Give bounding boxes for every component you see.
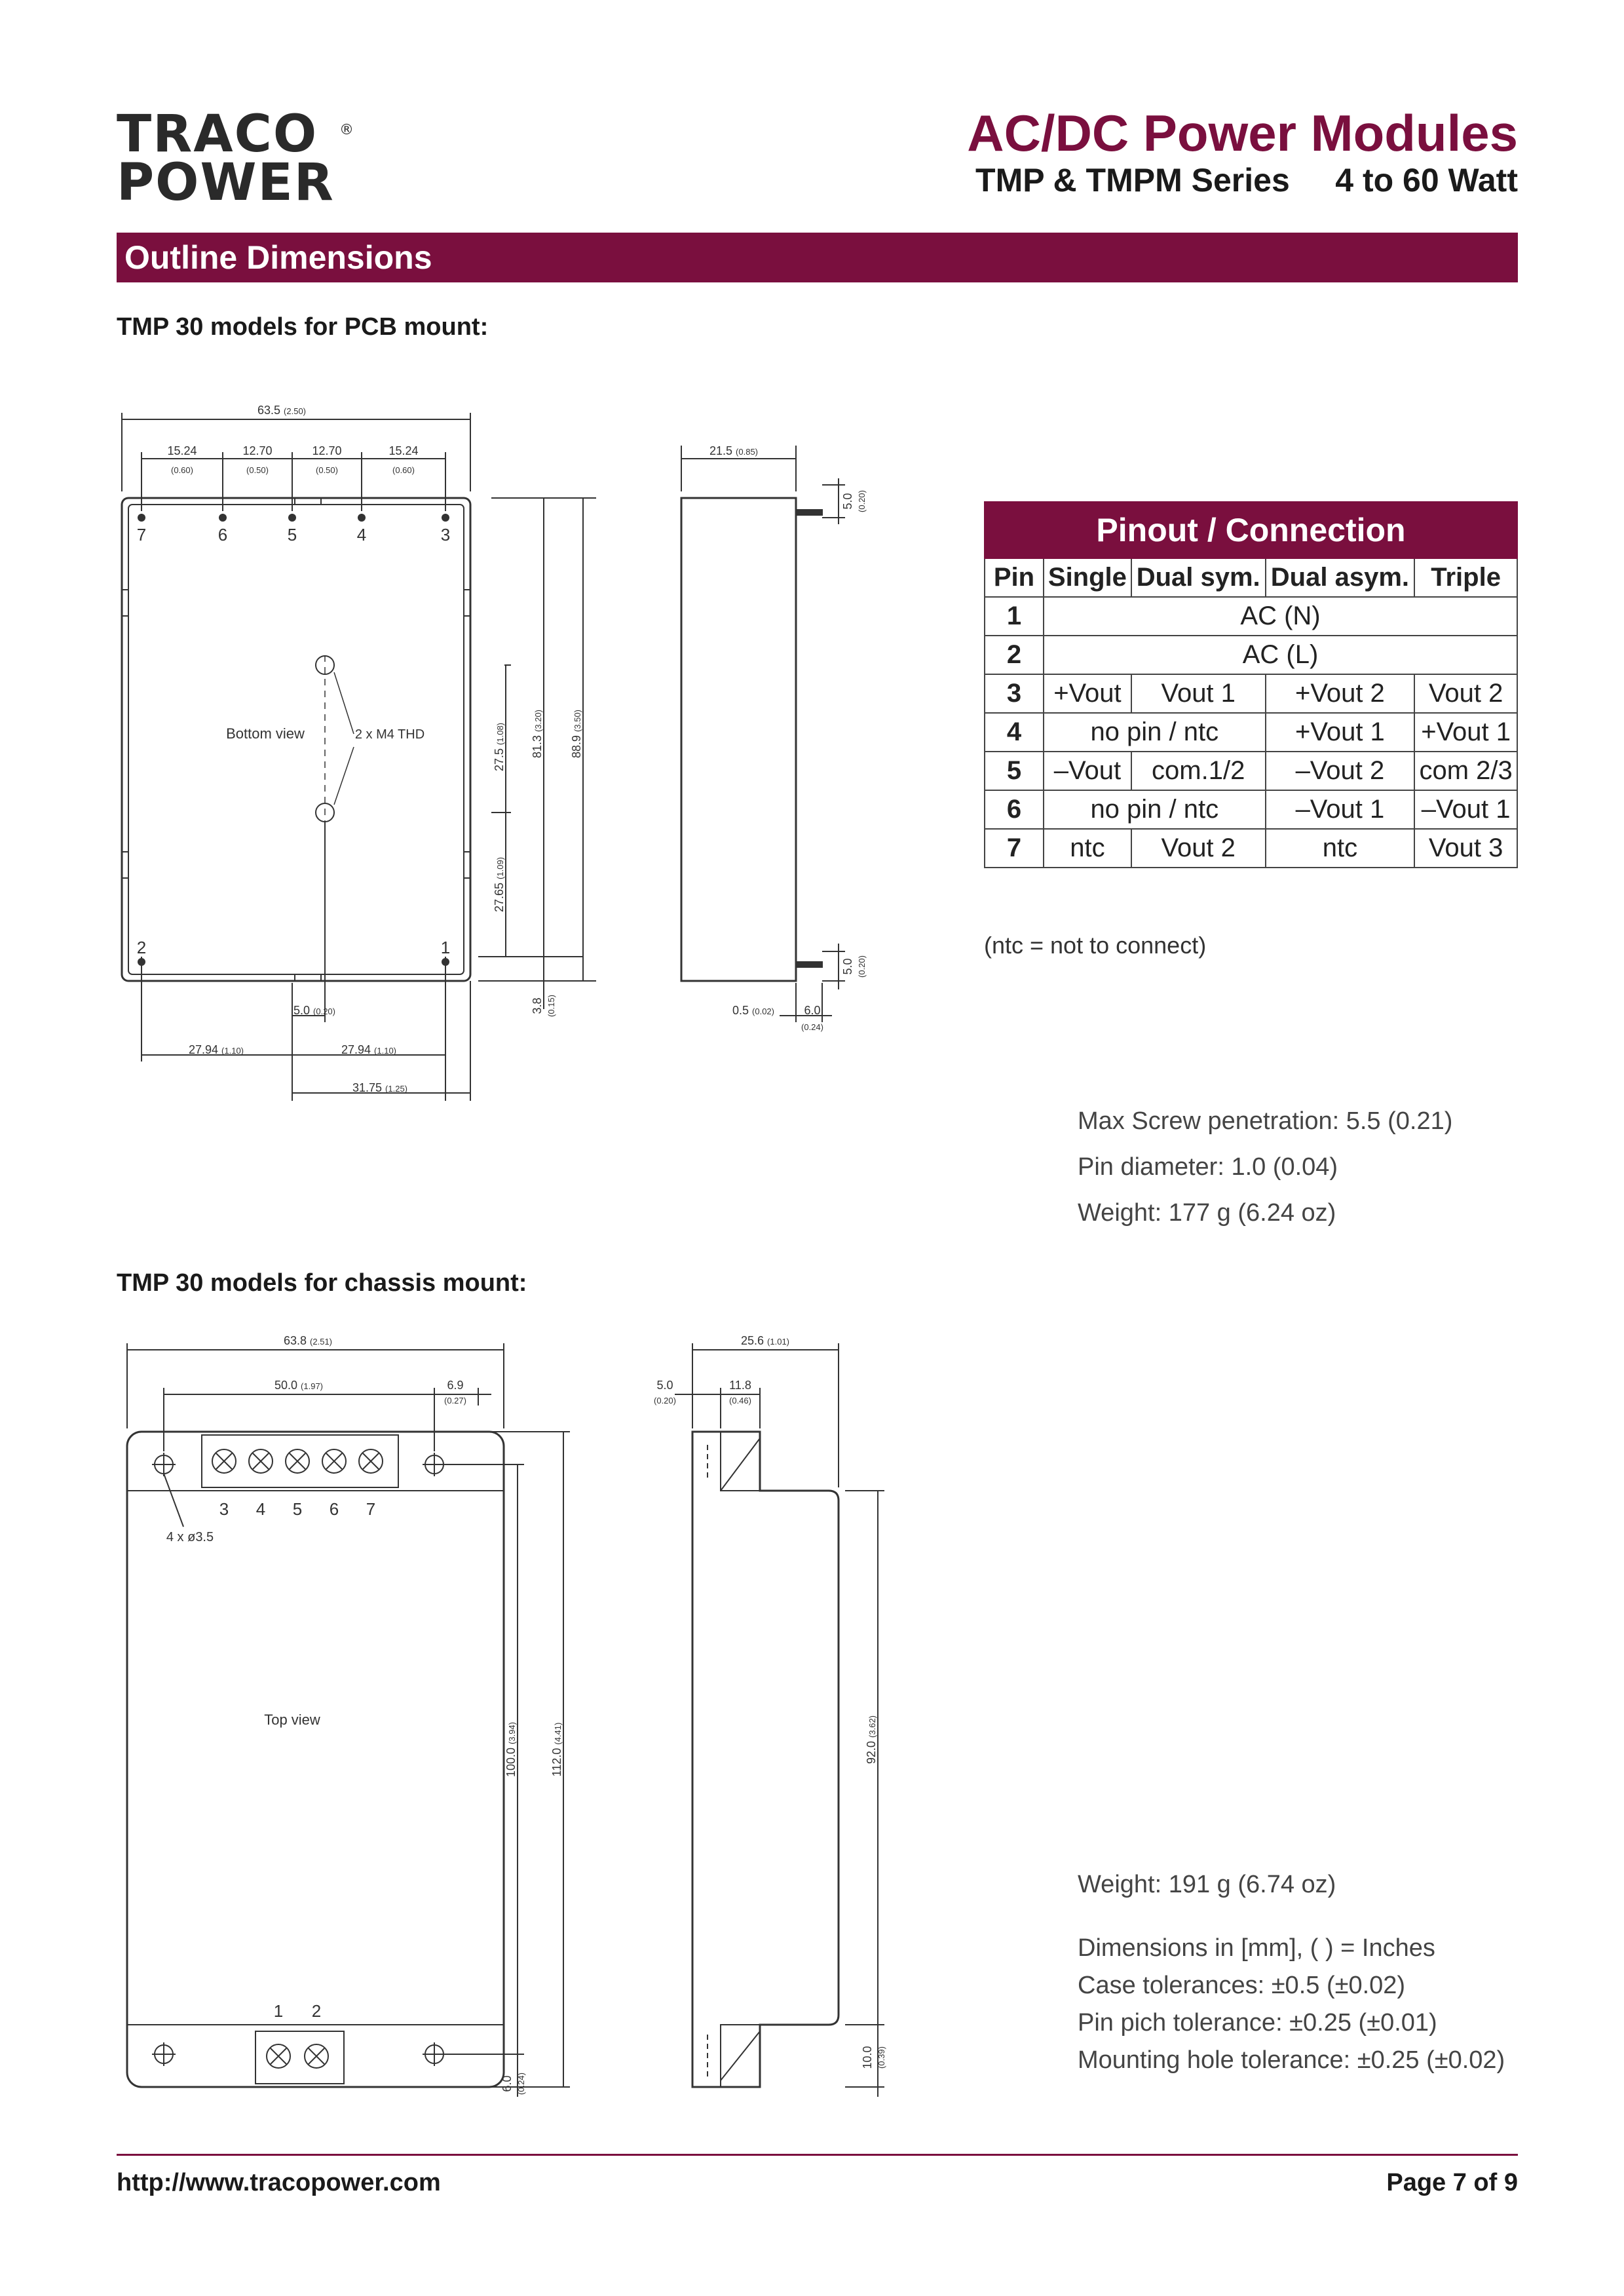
pcb-dim-h2-in: (1.09): [495, 856, 505, 879]
chassis-dim-h112: 112.0: [550, 1748, 563, 1777]
pcb-dim-h4-in: (3.50): [573, 709, 582, 732]
page-number: Page 7 of 9: [1386, 2169, 1518, 2196]
pcb-pin-1: 1: [440, 938, 451, 957]
chassis-dim-side-in: (1.01): [767, 1337, 790, 1347]
table-row: [985, 713, 1517, 752]
col-pin: Pin: [985, 558, 1044, 597]
pcb-dim-w27b-in: (1.10): [374, 1046, 397, 1056]
chassis-terminal-3: 3: [219, 1499, 229, 1519]
pcb-dim-s05-in: (0.02): [752, 1006, 775, 1016]
dual-asym-cell: –Vout 2: [1266, 752, 1415, 790]
col-single: Single: [1044, 558, 1131, 597]
svg-text:112.0 (4.41): [550, 1723, 563, 1777]
chassis-mount-drawing: [98, 1330, 917, 2095]
spec-pin-diameter: Pin diameter: 1.0 (0.04): [1078, 1153, 1338, 1181]
chassis-terminal-2: 2: [311, 2001, 322, 2021]
pcb-dim-w27a: 27.94: [188, 1043, 219, 1056]
table-row: [985, 829, 1517, 868]
chassis-terminal-1: 1: [273, 2001, 284, 2021]
pcb-pin-4: 4: [356, 525, 367, 545]
svg-text:100.0 (3.94): [504, 1722, 518, 1777]
svg-text:63.8 (2.51): [284, 1334, 332, 1347]
table-row: [985, 636, 1517, 674]
spec-dimensions-unit: Dimensions in [mm], ( ) = Inches: [1078, 1934, 1435, 1962]
pcb-dim-pin-bottom: 5.0: [841, 958, 854, 975]
brand-line-2: POWER: [117, 153, 335, 212]
pcb-dim-b1: 3.8: [531, 997, 544, 1014]
chassis-dim-s50-in: (0.20): [654, 1396, 676, 1406]
side-pin-bottom: [796, 962, 822, 967]
pcb-dim-s05: 0.5: [732, 1004, 749, 1017]
table-row: [985, 752, 1517, 790]
registered-mark: ®: [339, 122, 355, 138]
chassis-dim-w69: 6.9: [447, 1379, 464, 1392]
svg-text:27.65 (1.09): [493, 857, 506, 912]
dual-sym-cell: Vout 2: [1131, 829, 1266, 868]
chassis-dim-s50: 5.0: [656, 1379, 673, 1392]
brand-logo: [117, 105, 355, 212]
chassis-terminal-6: 6: [329, 1499, 339, 1519]
chassis-dim-h100: 100.0: [504, 1747, 518, 1778]
pcb-dim-side: 21.5: [709, 444, 733, 457]
svg-text:31.75 (1.25): [352, 1081, 407, 1094]
chassis-dim-b6: 6.0: [500, 2075, 514, 2092]
footer-url[interactable]: http://www.tracopower.com: [117, 2169, 441, 2196]
table-row: [985, 790, 1517, 829]
pin-cell: 2: [985, 636, 1044, 674]
page-title: AC/DC Power Modules: [967, 104, 1518, 162]
pin-cell: 1: [985, 597, 1044, 636]
triple-cell: +Vout 1: [1414, 713, 1517, 752]
pcb-dim-s6: 6.0: [804, 1004, 821, 1017]
dual-sym-cell: com.1/2: [1131, 752, 1266, 790]
chassis-dim-s118-in: (0.46): [729, 1396, 751, 1406]
pinout-note: (ntc = not to connect): [984, 932, 1207, 959]
spec-weight-pcb: Weight: 177 g (6.24 oz): [1078, 1199, 1336, 1227]
svg-text:88.9 (3.50): [570, 710, 583, 758]
svg-text:92.0 (3.62): [865, 1715, 878, 1764]
chassis-side-view: [692, 1432, 839, 2087]
pcb-mount-drawing: [98, 393, 917, 1127]
pcb-dim-pin-top: 5.0: [841, 493, 854, 510]
pcb-dim-w27b: 27.94: [341, 1043, 371, 1056]
col-dual-sym: Dual sym.: [1131, 558, 1266, 597]
section-title-bar: Outline Dimensions: [117, 233, 1518, 282]
chassis-dim-b10-in: (0.39): [877, 2046, 886, 2069]
merged-cell: AC (N): [1044, 597, 1517, 636]
pcb-dim-pin-top-in: (0.20): [857, 490, 867, 512]
terminal-block-input: [255, 2031, 344, 2084]
svg-text:81.3 (3.20): [531, 710, 544, 758]
series-name: TMP & TMPM Series: [975, 162, 1290, 199]
pcb-side-view: [681, 498, 796, 981]
dual-asym-cell: +Vout 1: [1266, 713, 1415, 752]
pcb-pin-7: 7: [136, 525, 147, 545]
pcb-dim-h1-in: (1.08): [495, 722, 505, 745]
pin-cell: 6: [985, 790, 1044, 829]
pcb-dim-h3: 81.3: [531, 735, 544, 759]
chassis-terminal-5: 5: [292, 1499, 303, 1519]
chassis-dim-w69-in: (0.27): [444, 1396, 466, 1406]
svg-text:25.6 (1.01): [741, 1334, 789, 1347]
pcb-dim-w27a-in: (1.10): [221, 1046, 244, 1056]
spec-pin-pitch-tolerance: Pin pich tolerance: ±0.25 (±0.01): [1078, 2009, 1437, 2037]
pcb-dim-p3: 12.70: [312, 444, 342, 457]
chassis-dim-b10: 10.0: [861, 2046, 874, 2069]
spec-case-tolerance: Case tolerances: ±0.5 (±0.02): [1078, 1972, 1406, 1999]
pcb-dim-p2: 12.70: [242, 444, 273, 457]
pinout-title: Pinout / Connection: [985, 502, 1517, 558]
chassis-terminal-7: 7: [366, 1499, 376, 1519]
footer-divider: [117, 2154, 1518, 2156]
pcb-pin-6: 6: [217, 525, 228, 545]
svg-text:5.0 (0.20): [293, 1004, 335, 1017]
pcb-pin-3: 3: [440, 525, 451, 545]
holes-label: 4 x ø3.5: [166, 1530, 214, 1544]
pcb-dim-p1: 15.24: [167, 444, 197, 457]
chassis-dim-b6-in: (0.24): [516, 2073, 526, 2095]
single-cell: –Vout: [1044, 752, 1131, 790]
chassis-dim-side: 25.6: [740, 1334, 765, 1347]
dual-sym-cell: Vout 1: [1131, 674, 1266, 713]
pcb-pin-2: 2: [136, 938, 147, 957]
chassis-dim-h92-in: (3.62): [867, 1715, 877, 1738]
thd-label: 2 x M4 THD: [354, 727, 425, 742]
svg-text:0.5 (0.02): [732, 1004, 774, 1017]
pin-cell: 7: [985, 829, 1044, 868]
pcb-dim-h2: 27.65: [493, 882, 506, 913]
pcb-dim-h4: 88.9: [570, 735, 583, 759]
svg-text:50.0 (1.97): [274, 1379, 323, 1392]
pcb-dim-p2-in: (0.50): [246, 465, 269, 475]
pcb-dim-h3-in: (3.20): [533, 709, 543, 732]
merged-cell: AC (L): [1044, 636, 1517, 674]
chassis-dim-overall-in: (2.51): [310, 1337, 333, 1347]
triple-cell: Vout 2: [1414, 674, 1517, 713]
col-triple: Triple: [1414, 558, 1517, 597]
pcb-dim-b1-in: (0.15): [546, 995, 556, 1017]
chassis-dim-w50: 50.0: [274, 1379, 298, 1392]
pcb-dim-s6-in: (0.24): [801, 1022, 823, 1032]
dual-asym-cell: –Vout 1: [1266, 790, 1415, 829]
table-row: [985, 597, 1517, 636]
pcb-pin-5: 5: [287, 525, 297, 545]
pcb-dim-w5-in: (0.20): [313, 1006, 336, 1016]
chassis-dim-s118: 11.8: [729, 1379, 751, 1392]
spec-mounting-hole-tolerance: Mounting hole tolerance: ±0.25 (±0.02): [1078, 2046, 1505, 2074]
table-row: [985, 674, 1517, 713]
power-range: 4 to 60 Watt: [1335, 162, 1518, 199]
side-pin-top: [796, 510, 822, 515]
single-cell: +Vout: [1044, 674, 1131, 713]
pin-cell: 4: [985, 713, 1044, 752]
col-dual-asym: Dual asym.: [1266, 558, 1415, 597]
pcb-dim-p4-in: (0.60): [392, 465, 415, 475]
single-dual-cell: no pin / ntc: [1044, 790, 1266, 829]
pcb-dim-w31-in: (1.25): [385, 1084, 408, 1094]
dual-asym-cell: ntc: [1266, 829, 1415, 868]
top-view-label: Top view: [264, 1712, 320, 1728]
pin-cell: 3: [985, 674, 1044, 713]
chassis-dim-overall: 63.8: [283, 1334, 307, 1347]
chassis-dim-h92: 92.0: [865, 1740, 878, 1765]
single-cell: ntc: [1044, 829, 1131, 868]
pcb-dim-p4: 15.24: [388, 444, 419, 457]
pcb-caption: TMP 30 models for PCB mount:: [117, 313, 489, 341]
brand-line-1: TRACO: [117, 105, 318, 164]
chassis-dim-w50-in: (1.97): [301, 1381, 324, 1391]
pcb-dim-p3-in: (0.50): [316, 465, 338, 475]
pcb-dim-h1: 27.5: [493, 748, 506, 772]
page-subtitle: [975, 161, 1518, 199]
chassis-terminal-4: 4: [255, 1499, 266, 1519]
pcb-dim-p1-in: (0.60): [171, 465, 193, 475]
svg-text:63.5 (2.50): [257, 404, 306, 417]
pcb-dim-w31: 31.75: [352, 1081, 383, 1094]
svg-text:27.5 (1.08): [493, 723, 506, 771]
spec-screw: Max Screw penetration: 5.5 (0.21): [1078, 1107, 1453, 1135]
pcb-dim-overall: 63.5: [257, 404, 281, 417]
chassis-dim-h100-in: (3.94): [507, 1721, 517, 1744]
svg-text:27.94 (1.10): [189, 1043, 244, 1056]
chassis-dim-h112-in: (4.41): [553, 1722, 563, 1745]
pinout-table: [984, 501, 1518, 868]
pcb-dim-w5: 5.0: [293, 1004, 311, 1017]
triple-cell: –Vout 1: [1414, 790, 1517, 829]
triple-cell: com 2/3: [1414, 752, 1517, 790]
terminal-block-output: [202, 1435, 398, 1487]
chassis-caption: TMP 30 models for chassis mount:: [117, 1269, 527, 1297]
pcb-dim-overall-in: (2.50): [284, 406, 307, 416]
triple-cell: Vout 3: [1414, 829, 1517, 868]
svg-text:21.5 (0.85): [709, 444, 758, 457]
pcb-dim-pin-bottom-in: (0.20): [857, 955, 867, 978]
spec-weight-chassis: Weight: 191 g (6.74 oz): [1078, 1871, 1336, 1898]
dual-asym-cell: +Vout 2: [1266, 674, 1415, 713]
pin-cell: 5: [985, 752, 1044, 790]
bottom-view-label: Bottom view: [226, 725, 305, 742]
single-dual-cell: no pin / ntc: [1044, 713, 1266, 752]
pcb-dim-side-in: (0.85): [736, 447, 759, 457]
svg-text:27.94 (1.10): [341, 1043, 396, 1056]
